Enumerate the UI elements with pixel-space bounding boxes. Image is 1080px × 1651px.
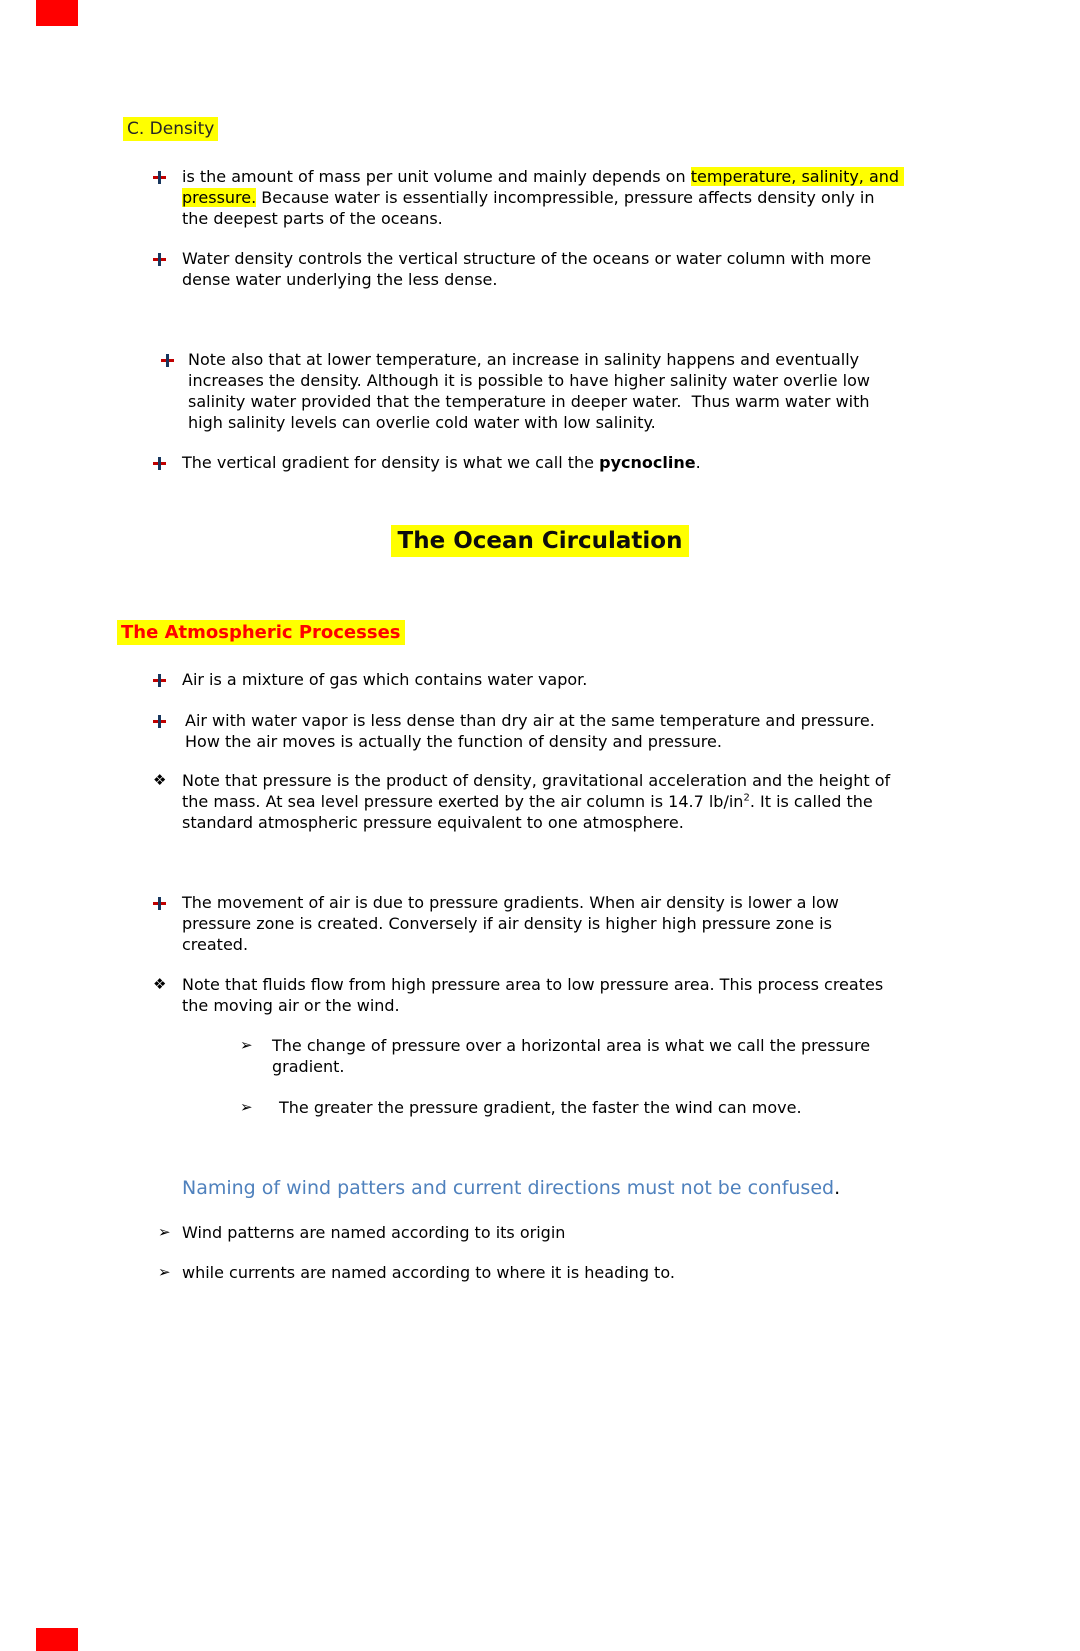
section-heading-atmospheric: [117, 622, 405, 643]
paragraph: [152, 452, 902, 473]
cross-bullet-icon: [153, 171, 166, 184]
paragraph: The movement of air is due to pressure gradients. When air density is lower a low pressure zone is created. Conversely if air density is higher high pressure zone is created.: [182, 893, 844, 954]
blue-emphasis-text: Naming of wind patters and current directions must not be confused: [182, 1177, 835, 1199]
arrow-bullet-icon: ➢: [158, 1223, 171, 1241]
arrow-bullet-icon: ➢: [240, 1098, 253, 1116]
highlighted-heading-text: C. Density: [123, 117, 218, 141]
paragraph: Note that fluids flow from high pressure area to low pressure area. This process creates the moving air or the wind.: [182, 975, 889, 1015]
text-run: The vertical gradient for density is what we call the: [182, 453, 600, 472]
cross-bullet-icon: [153, 674, 166, 687]
note-item: [153, 770, 905, 833]
section-heading-density: [123, 119, 218, 139]
paragraph: Wind patterns are named according to its origin: [182, 1223, 566, 1242]
bullet-item: [152, 248, 902, 290]
red-page-marker-top: [36, 0, 78, 26]
title-ocean-circulation: [0, 528, 1080, 554]
paragraph: [152, 166, 905, 229]
text-run: .: [834, 1177, 841, 1199]
paragraph: The greater the pressure gradient, the faster the wind can move.: [279, 1098, 802, 1117]
paragraph: while currents are named according to where it is heading to.: [182, 1263, 675, 1282]
cross-bullet-icon: [153, 897, 166, 910]
arrow-bullet-icon: ➢: [158, 1263, 171, 1281]
naming-note: [182, 1176, 942, 1200]
paragraph: Air with water vapor is less dense than dry air at the same temperature and pressure. How the air moves is actually the function of density and pressure.: [185, 711, 880, 751]
paragraph: The change of pressure over a horizontal area is what we call the pressure gradient.: [272, 1036, 876, 1076]
cross-bullet-icon: [161, 354, 174, 367]
bullet-item: [158, 1222, 908, 1243]
text-run: . It is called the standard atmospheric pressure equivalent to one atmosphere.: [182, 792, 878, 832]
diamond-bullet-icon: ❖: [153, 771, 167, 789]
paragraph: Note also that at lower temperature, an increase in salinity happens and eventually increases the density. Although it is possible to have higher salinity water overlie low salinity water provided that the temperature in deeper water. Thus warm water with high salinity levels can overlie cold water with low salinity.: [188, 350, 876, 432]
bold-term: pycnocline: [599, 453, 696, 472]
bullet-item: [152, 710, 902, 752]
sub-bullet-item: [240, 1035, 912, 1077]
diamond-bullet-icon: ❖: [153, 975, 167, 993]
cross-bullet-icon: [153, 715, 166, 728]
bullet-item: [158, 1262, 908, 1283]
arrow-bullet-icon: ➢: [240, 1036, 253, 1054]
paragraph: [153, 770, 905, 833]
paragraph: Water density controls the vertical structure of the oceans or water column with more dense water underlying the less dense.: [182, 249, 877, 289]
bullet-item: [152, 892, 902, 955]
bullet-item: [152, 452, 902, 473]
bullet-item: [160, 349, 908, 433]
cross-bullet-icon: [153, 253, 166, 266]
text-run: Note that pressure is the product of density, gravitational acceleration and the height of the mass. At sea level pressure exerted by the air column is 14.7 lb/in: [182, 771, 896, 811]
highlighted-heading-text: The Atmospheric Processes: [117, 620, 405, 645]
red-page-marker-bottom: [36, 1628, 78, 1651]
bullet-item: [152, 669, 902, 690]
text-run: is the amount of mass per unit volume and mainly depends on: [182, 167, 691, 186]
note-item: [153, 974, 905, 1016]
highlighted-heading-text: The Ocean Circulation: [391, 525, 690, 557]
highlighted-text: temperature, salinity, and pressure.: [182, 167, 905, 207]
bullet-item: [152, 166, 905, 229]
cross-bullet-icon: [153, 457, 166, 470]
sub-bullet-item: [240, 1097, 912, 1118]
superscript: 2: [743, 792, 750, 804]
text-run: .: [695, 453, 701, 472]
paragraph: Air is a mixture of gas which contains water vapor.: [182, 670, 588, 689]
text-run: Because water is essentially incompressible, pressure affects density only in the deepest parts of the oceans.: [182, 188, 880, 228]
